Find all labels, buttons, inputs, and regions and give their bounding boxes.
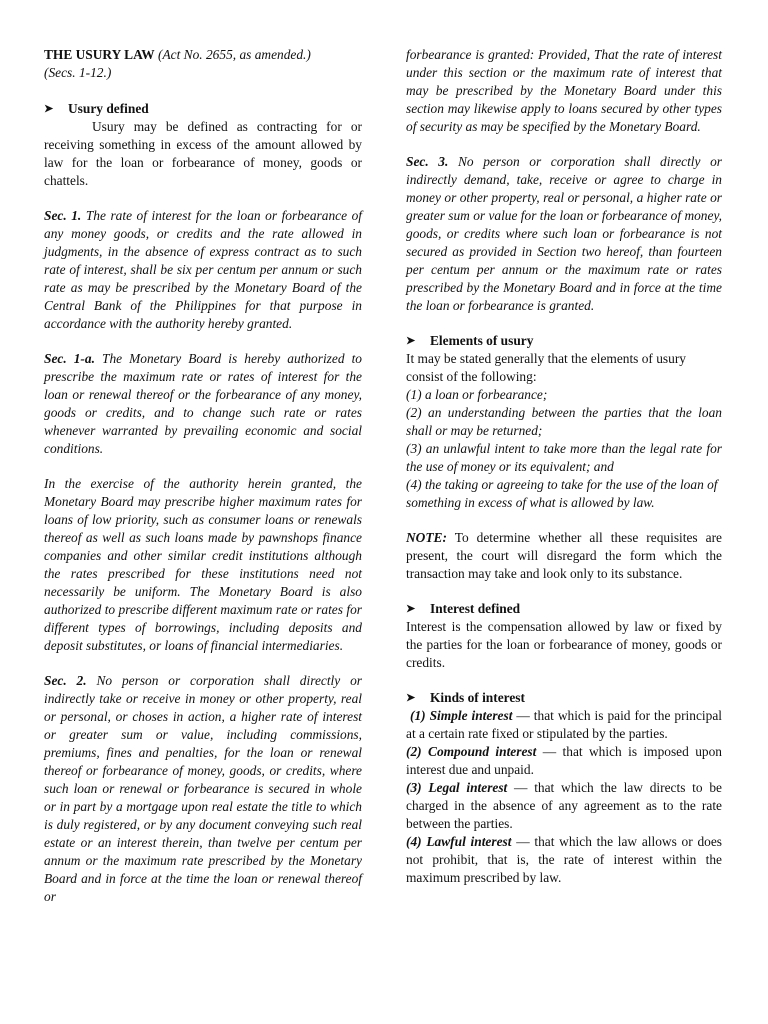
interest-defined-heading <box>406 600 722 618</box>
kind-definition: — that which the law allows or does not prohibit, that is, the rate of interest within the maximum prescribed by law. <box>406 834 722 885</box>
kinds-heading <box>406 689 722 707</box>
arrow-bullet-icon: ➤ <box>406 692 416 704</box>
kind-definition: — that which is imposed upon interest due and unpaid. <box>406 744 722 777</box>
paragraph-text: Usury may be defined as contracting for or receiving something in excess of the amount allowed by law for the loan or forbearance of money, goods or chattels. <box>44 119 362 188</box>
kind-term: (1) Simple interest <box>409 708 513 723</box>
heading-text: Kinds of interest <box>430 690 525 705</box>
kind-definition: — that which is paid for the principal at a certain rate fixed or stipulated by the parties. <box>406 708 722 741</box>
kind-item <box>406 833 722 887</box>
section-text: The Monetary Board is hereby authorized to prescribe the maximum rate or rates of interest for the loan or renewal thereof or the forbearance of any money, goods or credits, and to change such rate or rates whenever warranted by prevailing economic and social conditions. <box>44 351 362 456</box>
section-label: Sec. 1-a. <box>44 351 95 366</box>
kind-item <box>406 707 722 743</box>
note-label: NOTE: <box>406 530 447 545</box>
document-title <box>44 46 362 82</box>
arrow-bullet-icon: ➤ <box>44 103 54 115</box>
section-label: Sec. 2. <box>44 673 87 688</box>
heading-text: Usury defined <box>68 101 149 116</box>
elements-heading <box>406 332 722 350</box>
section-3 <box>406 153 722 315</box>
section-2 <box>44 672 362 906</box>
elements-intro: It may be stated generally that the elements of usury consist of the following: <box>406 351 686 384</box>
note-text: To determine whether all these requisites are present, the court will disregard the form which the transaction may take and look only to its substance. <box>406 530 722 581</box>
arrow-bullet-icon: ➤ <box>406 603 416 615</box>
title-act: (Act No. 2655, as amended.) <box>158 47 311 62</box>
title-sections: (Secs. 1-12.) <box>44 65 112 80</box>
arrow-bullet-icon: ➤ <box>406 335 416 347</box>
section-label: Sec. 1. <box>44 208 82 223</box>
kind-term: (2) Compound interest <box>406 744 537 759</box>
kind-term: (4) Lawful interest <box>406 834 512 849</box>
usury-defined-heading <box>44 100 362 118</box>
heading-text: Elements of usury <box>430 333 534 348</box>
section-label: Sec. 3. <box>406 154 449 169</box>
kind-term: (3) Legal interest <box>406 780 508 795</box>
section-1a-paragraph-2: In the exercise of the authority herein granted, the Monetary Board may prescribe higher maximum rates for loans of low priority, such as consumer loans or renewals thereof as well as such loans made by pawnshops finance companies and other similar credit institutions although the rates prescribed for these institutions need not necessarily be uniform. The Monetary Board is also authorized to prescribe different maximum rate or rates for different types of borrowings, including deposits and deposit substitutes, or loans of financial intermediaries. <box>44 476 362 653</box>
kind-item <box>406 743 722 779</box>
list-item: (3) an unlawful intent to take more than the legal rate for the use of money or its equivalent; and <box>406 441 722 474</box>
usury-defined-text <box>44 118 362 190</box>
list-item: (1) a loan or forbearance; <box>406 387 548 402</box>
kind-definition: — that which the law directs to be charged in the absence of any agreement as to the rate between the parties. <box>406 780 722 831</box>
left-column <box>44 46 362 906</box>
section-2-continued: forbearance is granted: Provided, That the rate of interest under this section or the maximum rate of interest that may be prescribed by the Monetary Board under this section may likewise apply to loans secured by other types of security as may be specified by the Monetary Board. <box>406 47 722 134</box>
section-text: The rate of interest for the loan or forbearance of any money goods, or credits and the rate allowed in judgments, in the absence of express contract as to such rate of interest, shall be six per centum per annum or such rate as may be prescribed by the Monetary Board of the Central Bank of the Philippines for that purpose in accordance with the authority hereby granted. <box>44 208 362 331</box>
list-item: (4) the taking or agreeing to take for the use of the loan of something in excess of what is allowed by law. <box>406 477 718 510</box>
section-text: No person or corporation shall directly or indirectly take or receive in money or other property, real or personal, or choses in action, a higher rate of interest or greater sum or value, including commissions, premiums, fines and penalties, for the loan or renewal thereof or forbearance of money, goods, or credits, where such loan or renewal or forbearance is secured in whole or in part by a mortgage upon real estate the title to which is duly registered, or by any document conveying such real estate or an interest therein, than twelve per centum per annum or the maximum rate prescribed by the Monetary Board and in force at the time the loan or renewal thereof or <box>44 673 362 904</box>
section-1a <box>44 350 362 458</box>
note <box>406 529 722 583</box>
heading-text: Interest defined <box>430 601 521 616</box>
section-1 <box>44 207 362 333</box>
kind-item <box>406 779 722 833</box>
interest-defined-text: Interest is the compensation allowed by law or fixed by the parties for the loan or forbearance of money, goods or credits. <box>406 619 722 670</box>
section-text: No person or corporation shall directly or indirectly demand, take, receive or agree to charge in money or other property, real or personal, a higher rate or greater sum or value for the loan or forbearance of money, goods, or credits where such loan or forbearance is not secured as provided in Section two hereof, than fourteen per centum per annum or the maximum rate or rates prescribed by the Monetary Board and in force at the time the loan or forbearance is granted. <box>406 154 722 313</box>
right-column <box>406 46 722 887</box>
title-text: THE USURY LAW <box>44 47 155 62</box>
list-item: (2) an understanding between the parties that the loan shall or may be returned; <box>406 405 722 438</box>
